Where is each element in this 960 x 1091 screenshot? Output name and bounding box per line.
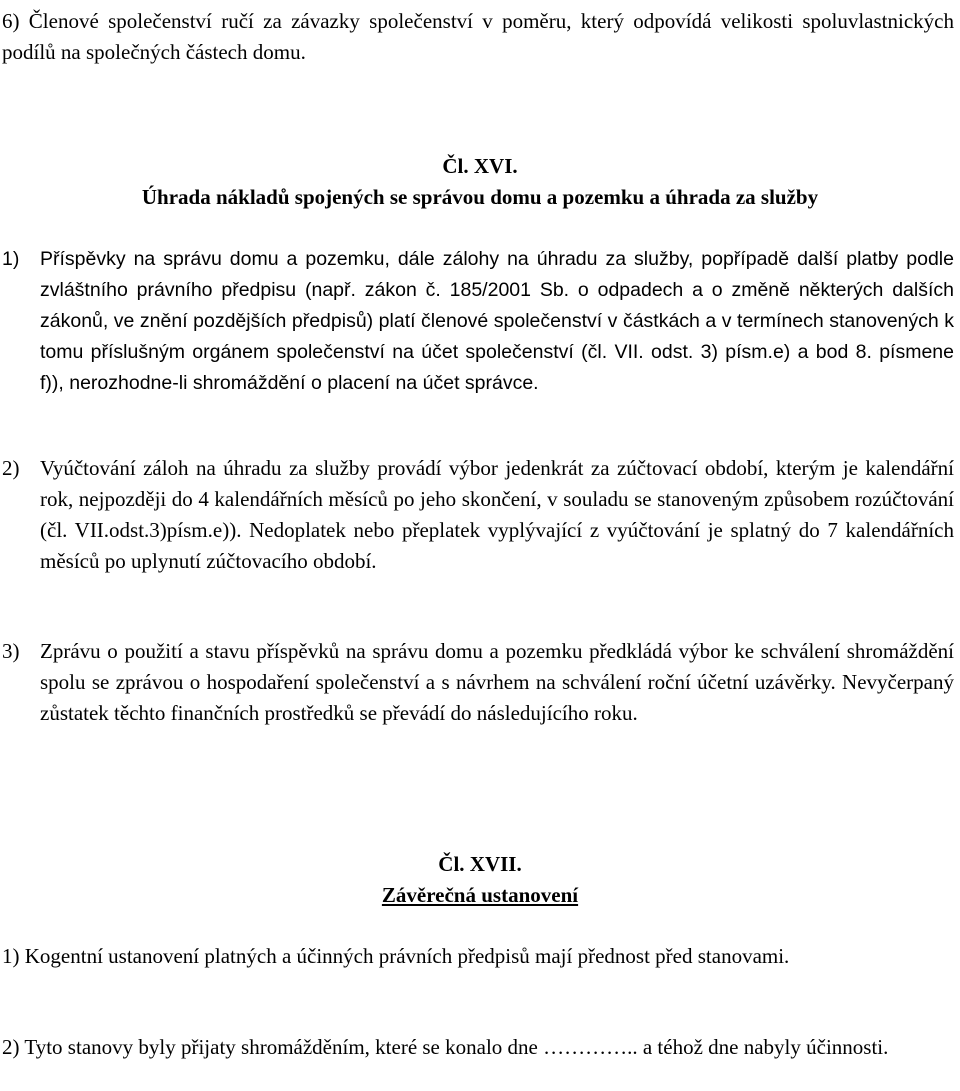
article-number-xvi: Čl. XVI. xyxy=(442,154,518,178)
item-text: Příspěvky na správu domu a pozemku, dále zálohy na úhradu za služby, popřípadě další platby podle zvláštního právního předpisu (např. zákon č. 185/2001 Sb. o odpadech a o změně některých dalších zákonů, ve znění pozdějších předpisů) platí členové společenství v částkách a v termínech stanovených k tomu příslušným orgánem společenství na účet společenství (čl. VII. odst. 3) písm.e) a bod 8. písmene f)), nerozhodne-li shromáždění o placení na účet správce. xyxy=(40,248,954,394)
article-number-xvii: Čl. XVII. xyxy=(438,852,522,876)
item-text: Vyúčtování záloh na úhradu za služby provádí výbor jedenkrát za zúčtovací období, kterým je kalendářní rok, nejpozději do 4 kalendářních měsíců po jeho skončení, v souladu se stanoveným způsobem rozúčtování (čl. VII.odst.3)písm.e)). Nedoplatek nebo přeplatek vyplývající z vyúčtování je splatný do 7 kalendářních měsíců po uplynutí zúčtovacího období. xyxy=(40,456,954,573)
article-xvi-item-1 xyxy=(2,244,954,399)
paragraph-6: 6) Členové společenství ručí za závazky společenství v poměru, který odpovídá velikosti spoluvlastnických podílů na společných částech domu. xyxy=(2,9,954,64)
item-number: 3) xyxy=(2,639,20,663)
article-xvi-item-2 xyxy=(2,453,954,577)
item-number: 1) xyxy=(2,248,20,270)
article-xvii-item-2: 2) Tyto stanovy byly přijaty shromážděním, které se konalo dne ………….. a téhož dne nabyly účinnosti. xyxy=(2,1035,889,1059)
article-title-xvii-wrap xyxy=(0,880,960,911)
article-title-xvii: Závěrečná ustanovení xyxy=(381,883,579,907)
article-title-xvi: Úhrada nákladů spojených se správou domu a pozemku a úhrada za služby xyxy=(141,185,819,209)
item-number: 2) xyxy=(2,456,20,480)
article-xvii-item-1: 1) Kogentní ustanovení platných a účinných právních předpisů mají přednost před stanovami. xyxy=(2,944,790,968)
item-text: Zprávu o použití a stavu příspěvků na správu domu a pozemku předkládá výbor ke schválení shromáždění spolu se zprávou o hospodaření společenství a s návrhem na schválení roční účetní uzávěrky. Nevyčerpaný zůstatek těchto finančních prostředků se převádí do následujícího roku. xyxy=(40,639,954,725)
article-xvi-item-3 xyxy=(2,636,954,729)
